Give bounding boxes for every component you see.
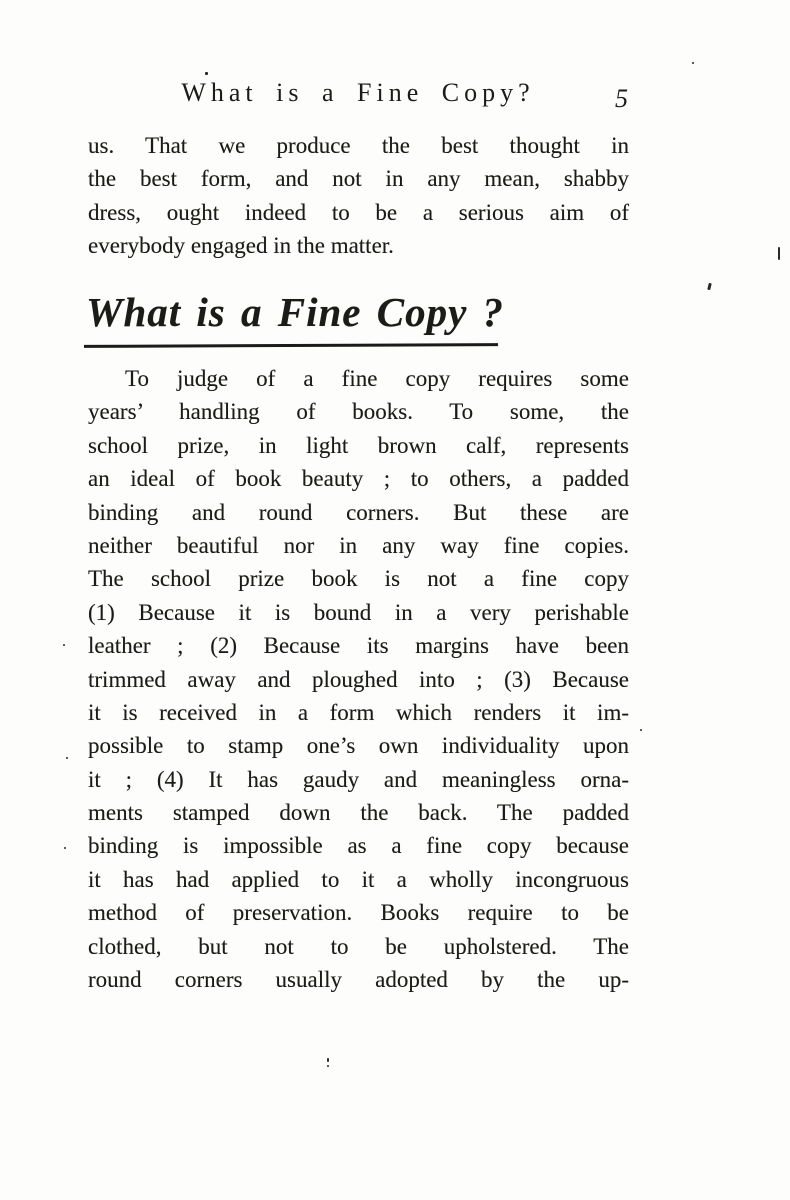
text-line: clothed, but not to be upholstered. The — [88, 933, 629, 959]
heading-underline — [84, 343, 498, 348]
page-number: 5 — [615, 84, 628, 113]
text-line: everybody engaged in the matter. — [88, 233, 394, 259]
section-heading: What is a Fine Copy ? — [86, 289, 505, 335]
scan-speck — [707, 283, 712, 291]
text-line: it ; (4) It has gaudy and meaningless orna- — [88, 766, 629, 792]
running-title: What is a Fine Copy? — [181, 78, 535, 107]
text-line: trimmed away and ploughed into ; (3) Because — [88, 666, 629, 692]
text-line: possible to stamp one’s own individuality upon — [88, 733, 629, 759]
text-line: method of preservation. Books require to be — [88, 900, 629, 926]
scan-speck — [66, 757, 68, 759]
scan-speck — [778, 247, 780, 260]
text-line: binding and round corners. But these are — [88, 499, 629, 525]
text-line: it has had applied to it a wholly incongruous — [88, 866, 629, 892]
text-line: dress, ought indeed to be a serious aim of — [88, 199, 629, 225]
text-line: us. That we produce the best thought in — [88, 133, 629, 158]
scan-speck — [327, 1058, 329, 1062]
text-line: ments stamped down the back. The padded — [88, 800, 629, 826]
text-line: an ideal of book beauty ; to others, a padded — [88, 466, 629, 492]
scan-speck — [64, 847, 66, 849]
scan-speck — [205, 72, 208, 75]
text-line: years’ handling of books. To some, the — [88, 399, 629, 425]
scan-speck — [327, 1065, 329, 1067]
running-header — [88, 78, 628, 112]
text-line: The school prize book is not a fine copy — [88, 566, 629, 592]
text-line: leather ; (2) Because its margins have been — [88, 633, 629, 659]
text-line: the best form, and not in any mean, shabby — [88, 166, 629, 192]
text-line: neither beautiful nor in any way fine copies. — [88, 532, 629, 558]
text-line: school prize, in light brown calf, represents — [88, 432, 629, 458]
scan-speck — [692, 62, 694, 64]
intro-paragraph — [88, 129, 629, 263]
scan-speck — [63, 644, 65, 646]
body-paragraph — [88, 362, 629, 996]
text-line: binding is impossible as a fine copy because — [88, 833, 629, 859]
text-line: round corners usually adopted by the up- — [88, 967, 629, 993]
text-line: it is received in a form which renders it im- — [88, 699, 629, 725]
text-line: To judge of a fine copy requires some — [125, 366, 629, 391]
scan-speck — [640, 729, 642, 731]
text-line: (1) Because it is bound in a very perishable — [88, 599, 629, 625]
